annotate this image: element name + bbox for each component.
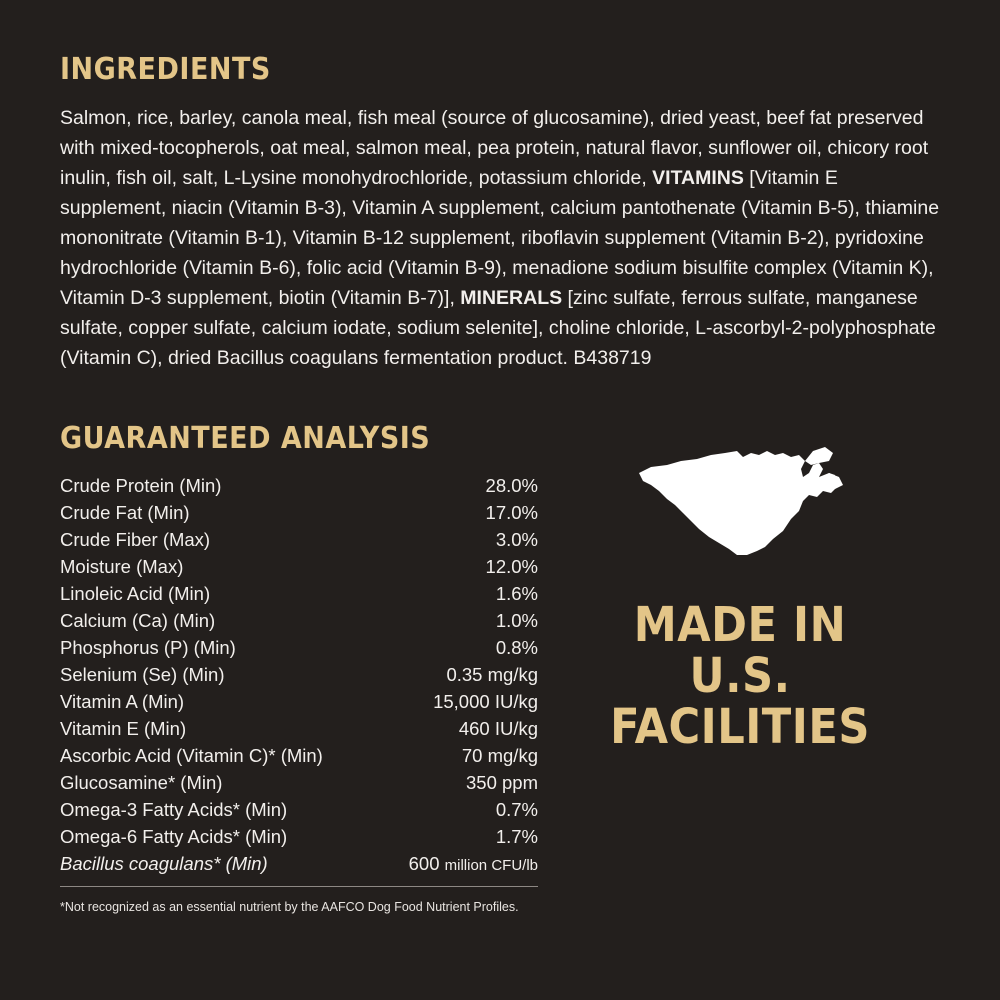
minerals-label: MINERALS — [460, 287, 563, 309]
table-row — [60, 742, 538, 769]
vitamins-label: VITAMINS — [652, 167, 744, 189]
table-row — [60, 499, 538, 526]
nutrient-value: 1.0% — [495, 609, 538, 631]
nutrient-value: 28.0% — [485, 474, 538, 496]
nutrient-value: 12.0% — [485, 555, 538, 577]
nutrient-name: Selenium (Se) (Min) — [60, 663, 225, 685]
table-row — [60, 607, 538, 634]
made-in-usa-badge — [540, 421, 940, 753]
nutrient-name: Ascorbic Acid (Vitamin C)* (Min) — [60, 744, 323, 766]
ingredients-text — [60, 103, 945, 373]
table-row — [60, 715, 538, 742]
table-row — [60, 472, 538, 499]
aafco-footnote: *Not recognized as an essential nutrient by the AAFCO Dog Food Nutrient Profiles. — [60, 900, 519, 914]
nutrient-value: 460 IU/kg — [458, 717, 538, 739]
nutrient-value: 70 mg/kg — [461, 744, 538, 766]
nutrient-name: Crude Fiber (Max) — [60, 528, 211, 550]
nutrient-name: Glucosamine* (Min) — [60, 771, 223, 793]
made-in-line-2: U.S. — [689, 647, 791, 704]
table-row — [60, 553, 538, 580]
table-row — [60, 796, 538, 823]
made-in-line-1: MADE IN — [633, 597, 847, 653]
nutrient-name: Omega-3 Fatty Acids* (Min) — [60, 798, 288, 820]
ingredients-part-1: Salmon, rice, barley, canola meal, fish meal (source of glucosamine), dried yeast, beef fat preserved with mixed-tocopherols, oat meal, salmon meal, pea protein, natural flavor, sunflower oil, chicory root inulin, fish oil, salt, L-Lysine monohydrochloride, potassium chloride, — [60, 107, 929, 189]
nutrient-value: 3.0% — [495, 528, 538, 550]
nutrient-value: 15,000 IU/kg — [433, 690, 538, 712]
nutrient-value: 0.35 mg/kg — [446, 663, 538, 685]
nutrient-name: Vitamin E (Min) — [60, 717, 187, 739]
nutrient-value: 1.6% — [495, 582, 538, 604]
ingredients-part-3: [zinc sulfate, ferrous sulfate, manganese sulfate, copper sulfate, calcium iodate, sodium selenite], choline chloride, L-ascorbyl-2-polyphosphate (Vitamin C), dried Bacillus coagulans fermentation product. B438719 — [60, 287, 936, 369]
nutrient-value — [380, 850, 538, 877]
nutrient-value: 0.7% — [495, 798, 538, 820]
nutrient-name: Crude Fat (Min) — [60, 501, 190, 523]
nutrient-name: Linoleic Acid (Min) — [60, 582, 211, 604]
guaranteed-analysis-rows — [60, 472, 538, 877]
table-row — [60, 526, 538, 553]
nutrient-value: 17.0% — [485, 501, 538, 523]
made-in-text — [610, 597, 870, 755]
guaranteed-analysis-heading: GUARANTEED ANALYSIS — [60, 421, 431, 456]
nutrient-name: Crude Protein (Min) — [60, 474, 222, 496]
nutrient-name: Vitamin A (Min) — [60, 690, 185, 712]
divider — [60, 886, 538, 887]
usa-map-icon — [633, 443, 848, 578]
nutrient-name: Moisture (Max) — [60, 555, 184, 577]
nutrient-value: 350 ppm — [466, 771, 538, 793]
table-row — [60, 823, 538, 850]
nutrient-name: Bacillus coagulans* (Min) — [60, 852, 268, 874]
nutrient-name: Calcium (Ca) (Min) — [60, 609, 216, 631]
table-row — [60, 634, 538, 661]
table-row — [60, 850, 538, 877]
ingredients-heading: INGREDIENTS — [60, 52, 271, 87]
nutrient-value: 1.7% — [495, 825, 538, 847]
ingredients-part-2: [Vitamin E supplement, niacin (Vitamin B-3), Vitamin A supplement, calcium pantothenate (Vitamin B-5), thiamine mononitrate (Vitamin B-1), Vitamin B-12 supplement, riboflavin supplement (Vitamin B-2), pyridoxine hydrochloride (Vitamin B-6), folic acid (Vitamin B-9), menadione sodium bisulfite complex (Vitamin K), Vitamin D-3 supplement, biotin (Vitamin B-7)], — [60, 167, 940, 309]
nutrient-name: Omega-6 Fatty Acids* (Min) — [60, 825, 288, 847]
guaranteed-analysis-left — [60, 421, 540, 915]
guaranteed-analysis-table — [60, 472, 538, 877]
table-row — [60, 661, 538, 688]
nutrient-value: 0.8% — [495, 636, 538, 658]
guaranteed-analysis-section — [60, 421, 940, 915]
table-row — [60, 688, 538, 715]
nutrient-value-number: 600 — [408, 852, 440, 874]
nutrient-value-unit: million CFU/lb — [444, 856, 538, 874]
nutrient-name: Phosphorus (P) (Min) — [60, 636, 236, 658]
made-in-line-3: FACILITIES — [610, 698, 870, 755]
table-row — [60, 769, 538, 796]
table-row — [60, 580, 538, 607]
